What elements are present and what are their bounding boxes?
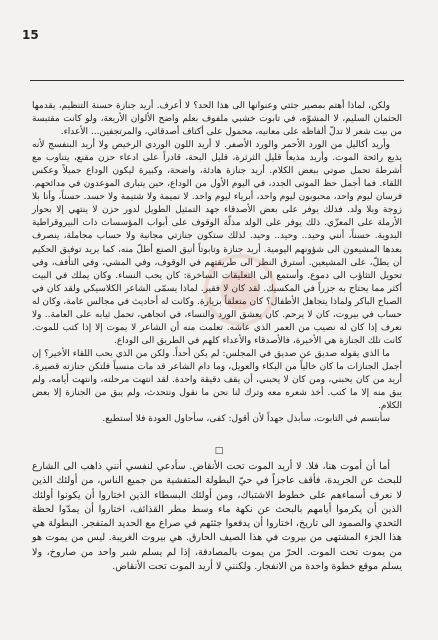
paragraph: أما أن أموت هنا، فلا. لا أريد الموت تحت الأنقاض. سأدعي لنفسي أنني ذاهب الى الشارع للبحث عن الجريدة، فأقف عاجزاً في حيّ البطولة المتفشية من جميع الناس، من أولئك الذين لا نعرف أسماءهم على خطوط الاشتباك، ومن أولئك البسطاء الذين اختاروا أن يكونوا أولئك الذين أن يكرموا أيامهم بالبحث عن نكهة ماء وسط مطر القذائف، اختاروا أن يمدّوا لحظة التحدي والصمود الى تاريخ، اختاروا أن يدفعوا جثثهم في صراع مع الحديد المتفجر. البطولة هي هذا الجزء المشتهى من بيروت في هذا الصيف الحارق. هي بيروت الغريبة. ليس من يموت هو من يموت تحت الموت. الحرّ من يموت بالمصادفة، إذا لم يسلم شبر واحد من صاروخ، ولا يسلم موقع خطوة واحدة من الانفجار. ولكنني لا أريد الموت تحت الأنقاض. (32, 461, 402, 573)
paragraph: ما الذي يقوله صديق عن صديق في المجلس: لم يكن أحداً. ولكن من الذي يحب اللقاء الأخير؟ إن أجمل الجنازات ما كان خالياً من البكاء والعويل، وما دام الشاعر قد مات منسياً فلتكن جنازته قصيرة. أريد من كان يحبني، ومن كان لا يحبني، أن يقف دقيقة واحدة. لقد انتهت مرحلته، وانتهت أيامه، ولم يبق منه إلا ما كتب. أخذ شعره معه وترك لنا نحن ما نقول ونتحدث، ولم يبق من الجنازة إلا بعض الكلام. (32, 348, 402, 412)
paragraph: سأبتسم في التابوت، سأبذل جهداً لأن أقول: كفى، سأحاول العودة فلا أستطيع. (102, 414, 390, 425)
paragraph: ولكن، لماذا أهتم بمصير جثتي وعنوانها الى هذا الحد؟ لا أعرف. أريد جنازة حسنة التنظيم، يقدمها الحثمان السليم، لا المشوّه، في تابوت خشبي ملفوف بعلم واضح الألوان الأربعة، ولو كانت مقتبسة من بيت شعر لا تدلّ ألفاظه على معانيه، محمول على أكتاف أصدقائي، والمرتجفين... الأعداء. (32, 101, 402, 138)
section-separator: □ (214, 446, 224, 456)
section-one-text (32, 100, 402, 426)
section-two-text (32, 460, 402, 574)
page-number: 15 (22, 28, 39, 42)
paragraph: وأريد أكاليل من الورد الأحمر والورد الأصفر. لا أريد اللون الوردي الرخيص ولا أريد البنفسج لأنه يذيع رائحة الموت. وأريد مذيعاً قليل الثرثرة، قليل البحة، قادراً على ادعاء حزن مقنع، يتناوب مع أشرطة تحمل صوتي ببعض الكلام. أريد جنازة هادئة، واضحة، وكبيرة ليكون الوداع جميلاً وعكس اللقاء. فما أجمل حظ الموتى الجدد، في اليوم الأول من الوداع، حين يتبارى الموعدون في مدائحهم. فرسان ليوم واحد، محبوبون ليوم واحد، أبرياء ليوم واحد. لا نميمة ولا شتيمة ولا حسد. حسناً، وأنا بلا زوجة وبلا ولد. فذلك يوفر على بعض الأصدقاء جهد التمثيل الطويل لدور حزن لا ينتهي إلا بحوار الأرملة على المعزّي. ذلك يوفر على الولد مذلّة الوقوف على أبواب المؤسسات ذات البيروقراطية البدوية. حسناً، أنني وحيد.. وحيد.. وحيد. لذلك ستكون جنازتي مجانية ولا حساب مجاملة، ينصرف بعدها المشيعون الى شؤونهم اليومية. أريد جنازة وتابوتاً أنيق الصنع أطلّ منه، كما يريد توفيق الحكيم أن يطلّ، على المشيعين. أسترق النظر الى طريقتهم في الوقوف، وفي المشي، وفي التأفف، وفي تحويل التثاؤب الى دموع. وأستمع الى التعليقات الساخرة: كان يحب النساء. وكان يملك في البيت أكثر مما يحتاج به جزراً في المكسيك. لقد كان لا فقير. لماذا يسمّى الشاعر الكلاسيكي ولقد كان في الصباح الباكر ولماذا يتجاهل الأطفال؟ كان متعلقاً بزيارة. وكانت له أحاديث في مجالس عامة، وكان له حساب في بيروت، كان لا يرحم. كان يعشق الورد والنساء، في اتجاهي، تحمل ثيابه على العامة.. ولا نعرف إذا كان له نصيب من العمر الذي عاشه. تعلمت منه أن الشاعر لا يموت إلا إذا كتب للموت. كانت تلك الجنازة هي الأخيرة، فالأصدقاء والأعداء كلهم في الطريق الى الوداع. (32, 140, 402, 346)
header-rule (30, 80, 404, 81)
